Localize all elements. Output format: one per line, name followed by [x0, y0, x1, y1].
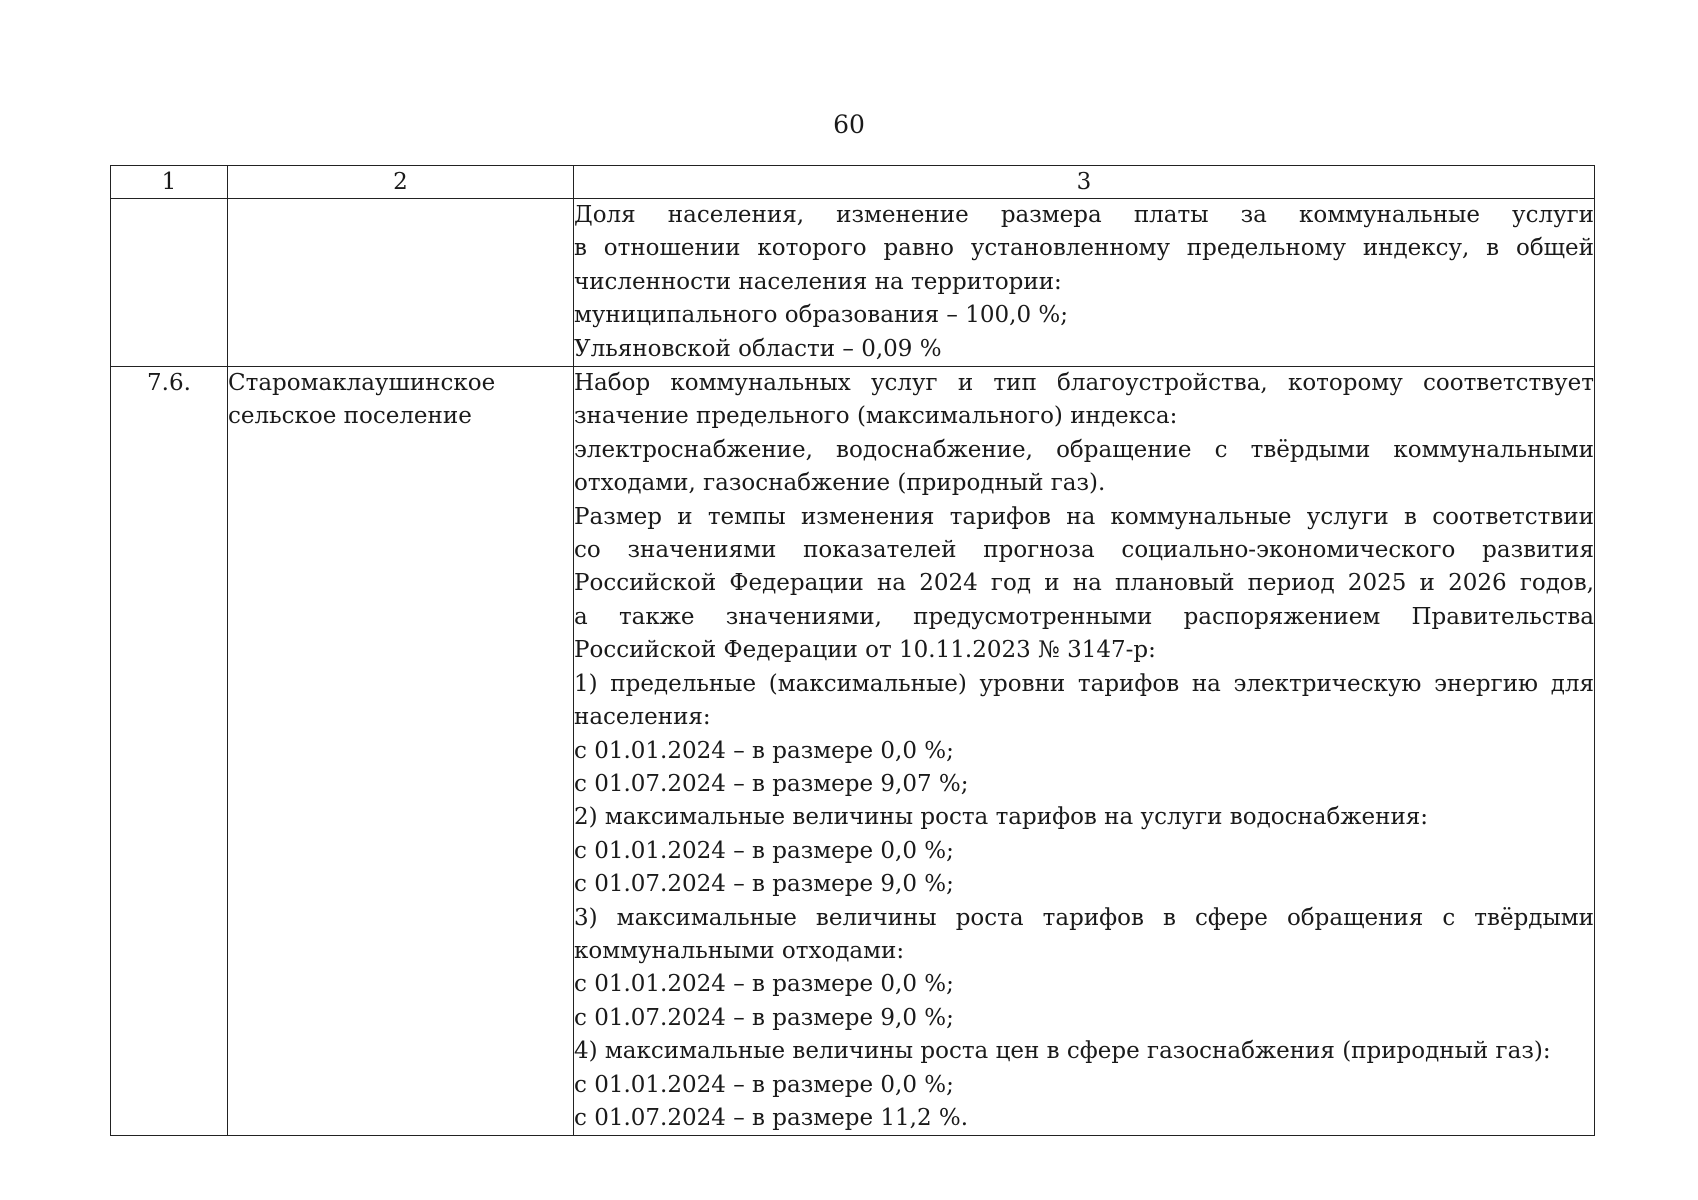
municipality-name-line: Старомаклаушинское — [228, 370, 496, 397]
content-line: Ульяновской области – 0,09 % — [574, 335, 942, 362]
content-line: с 01.07.2024 – в размере 9,0 %; — [574, 1004, 954, 1031]
municipality-name-cell — [228, 367, 574, 1136]
content-line: Набор коммунальных услуг и тип благоустройства, которому соответствует — [574, 370, 1594, 397]
table-row-continued — [111, 199, 1595, 367]
content-line: с 01.01.2024 – в размере 0,0 %; — [574, 737, 954, 764]
content-line: Доля населения, изменение размера платы за коммунальные услуги — [574, 202, 1594, 228]
content-line: Российской Федерации от 10.11.2023 № 3147-р: — [574, 637, 1156, 664]
content-line: коммунальными отходами: — [574, 937, 905, 964]
row-content-cell — [574, 367, 1595, 1136]
content-line: с 01.01.2024 – в размере 0,0 %; — [574, 971, 954, 998]
content-line: с 01.01.2024 – в размере 0,0 %; — [574, 1071, 954, 1098]
content-line: населения: — [574, 704, 711, 731]
content-line: в отношении которого равно установленному предельному индексу, в общей — [574, 235, 1594, 262]
content-line: с 01.07.2024 – в размере 9,07 %; — [574, 770, 969, 797]
tariff-table — [110, 165, 1595, 1136]
municipality-name-cell — [228, 199, 574, 367]
column-header-3: 3 — [574, 166, 1595, 199]
municipality-name-line: сельское поселение — [228, 403, 472, 430]
row-number-cell — [111, 199, 228, 367]
content-line: 3) максимальные величины роста тарифов в сфере обращения с твёрдыми — [574, 904, 1594, 931]
content-line: отходами, газоснабжение (природный газ). — [574, 470, 1106, 497]
column-header-1: 1 — [111, 166, 228, 199]
content-line: муниципального образования – 100,0 %; — [574, 302, 1068, 329]
column-header-2: 2 — [228, 166, 574, 199]
content-line: с 01.01.2024 – в размере 0,0 %; — [574, 837, 954, 864]
table-header-row — [111, 166, 1595, 199]
page-number: 60 — [833, 110, 865, 139]
content-line: со значениями показателей прогноза социально-экономического развития — [574, 537, 1594, 564]
row-content-cell — [574, 199, 1595, 367]
content-line: Российской Федерации на 2024 год и на плановый период 2025 и 2026 годов, — [574, 570, 1594, 597]
content-line: численности населения на территории: — [574, 268, 1062, 295]
content-line: Размер и темпы изменения тарифов на коммунальные услуги в соответствии — [574, 503, 1594, 530]
row-number-cell: 7.6. — [111, 367, 228, 1136]
content-line: электроснабжение, водоснабжение, обращение с твёрдыми коммунальными — [574, 436, 1594, 463]
content-line: с 01.07.2024 – в размере 11,2 %. — [574, 1104, 969, 1131]
content-line: с 01.07.2024 – в размере 9,0 %; — [574, 871, 954, 898]
table-row-7-6 — [111, 367, 1595, 1136]
content-line: значение предельного (максимального) индекса: — [574, 403, 1178, 430]
content-line: 1) предельные (максимальные) уровни тарифов на электрическую энергию для — [574, 670, 1594, 697]
content-line: 4) максимальные величины роста цен в сфере газоснабжения (природный газ): — [574, 1038, 1551, 1065]
content-line: а также значениями, предусмотренными распоряжением Правительства — [574, 603, 1594, 630]
content-line: 2) максимальные величины роста тарифов на услуги водоснабжения: — [574, 804, 1429, 831]
